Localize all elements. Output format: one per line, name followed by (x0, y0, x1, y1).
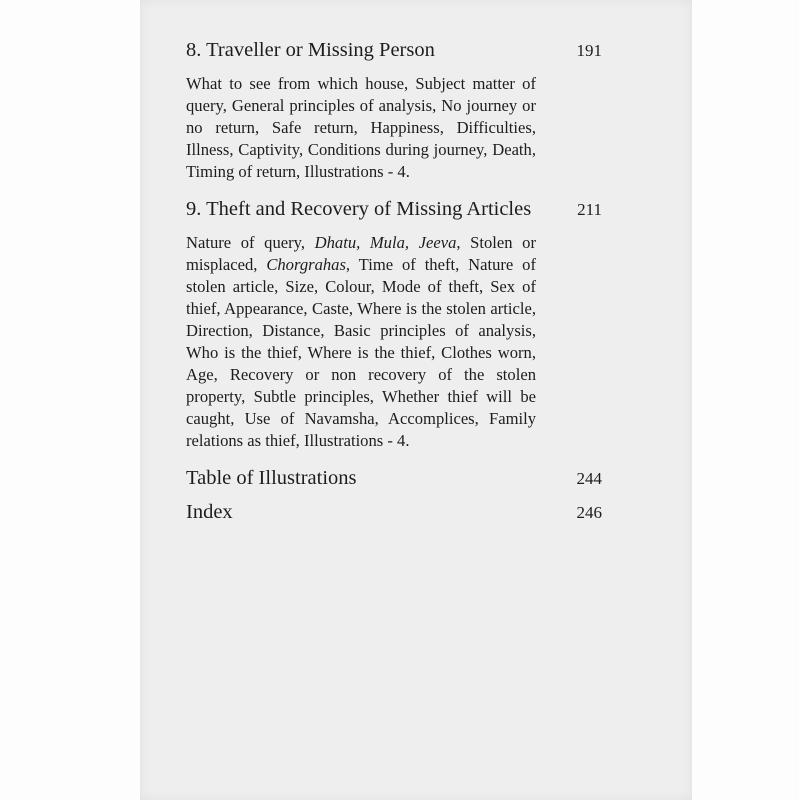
page-number: 211 (577, 200, 602, 219)
chapter-title: 8. Traveller or Missing Person (186, 39, 435, 61)
page-number: 244 (576, 469, 602, 488)
summary-text: , Time of theft, Nature of stolen article, Size, Colour, Mode of theft, Sex of thief, Appearance, Caste, Where is the stolen article, Direction, Distance, Basic principles of analysis, Who is the thief, Where is the thief, Clothes worn, Age, Recovery or non recovery of the stolen property, Subtle principles, Whether thief will be caught, Use of Navamsha, Accomplices, Family relations as thief, Illustrations - 4. (186, 255, 536, 450)
section-title: Table of Illustrations (186, 467, 357, 489)
chapter-title: 9. Theft and Recovery of Missing Articles (186, 198, 532, 220)
summary-italic-terms: Dhatu, Mula, Jeeva (314, 233, 457, 252)
summary-italic-term: Chorgrahas (266, 255, 346, 274)
toc-entry-traveller (186, 38, 602, 183)
toc-entry-index (186, 500, 602, 525)
toc-entry-illustrations (186, 466, 602, 491)
section-title: Index (186, 501, 233, 523)
chapter-summary: What to see from which house, Subject matter of query, General principles of analysis, No journey or no return, Safe return, Happiness, Difficulties, Illness, Captivity, Conditions during journey, Death, Timing of return, Illustrations - 4. (186, 74, 536, 181)
table-of-contents (186, 38, 602, 525)
summary-text: Nature of query, (186, 233, 315, 252)
toc-entry-theft (186, 197, 602, 452)
chapter-summary (186, 232, 536, 452)
summary-text: , Stolen or misplaced, (186, 233, 536, 274)
page-number: 246 (576, 503, 602, 522)
page-number: 191 (576, 41, 602, 60)
